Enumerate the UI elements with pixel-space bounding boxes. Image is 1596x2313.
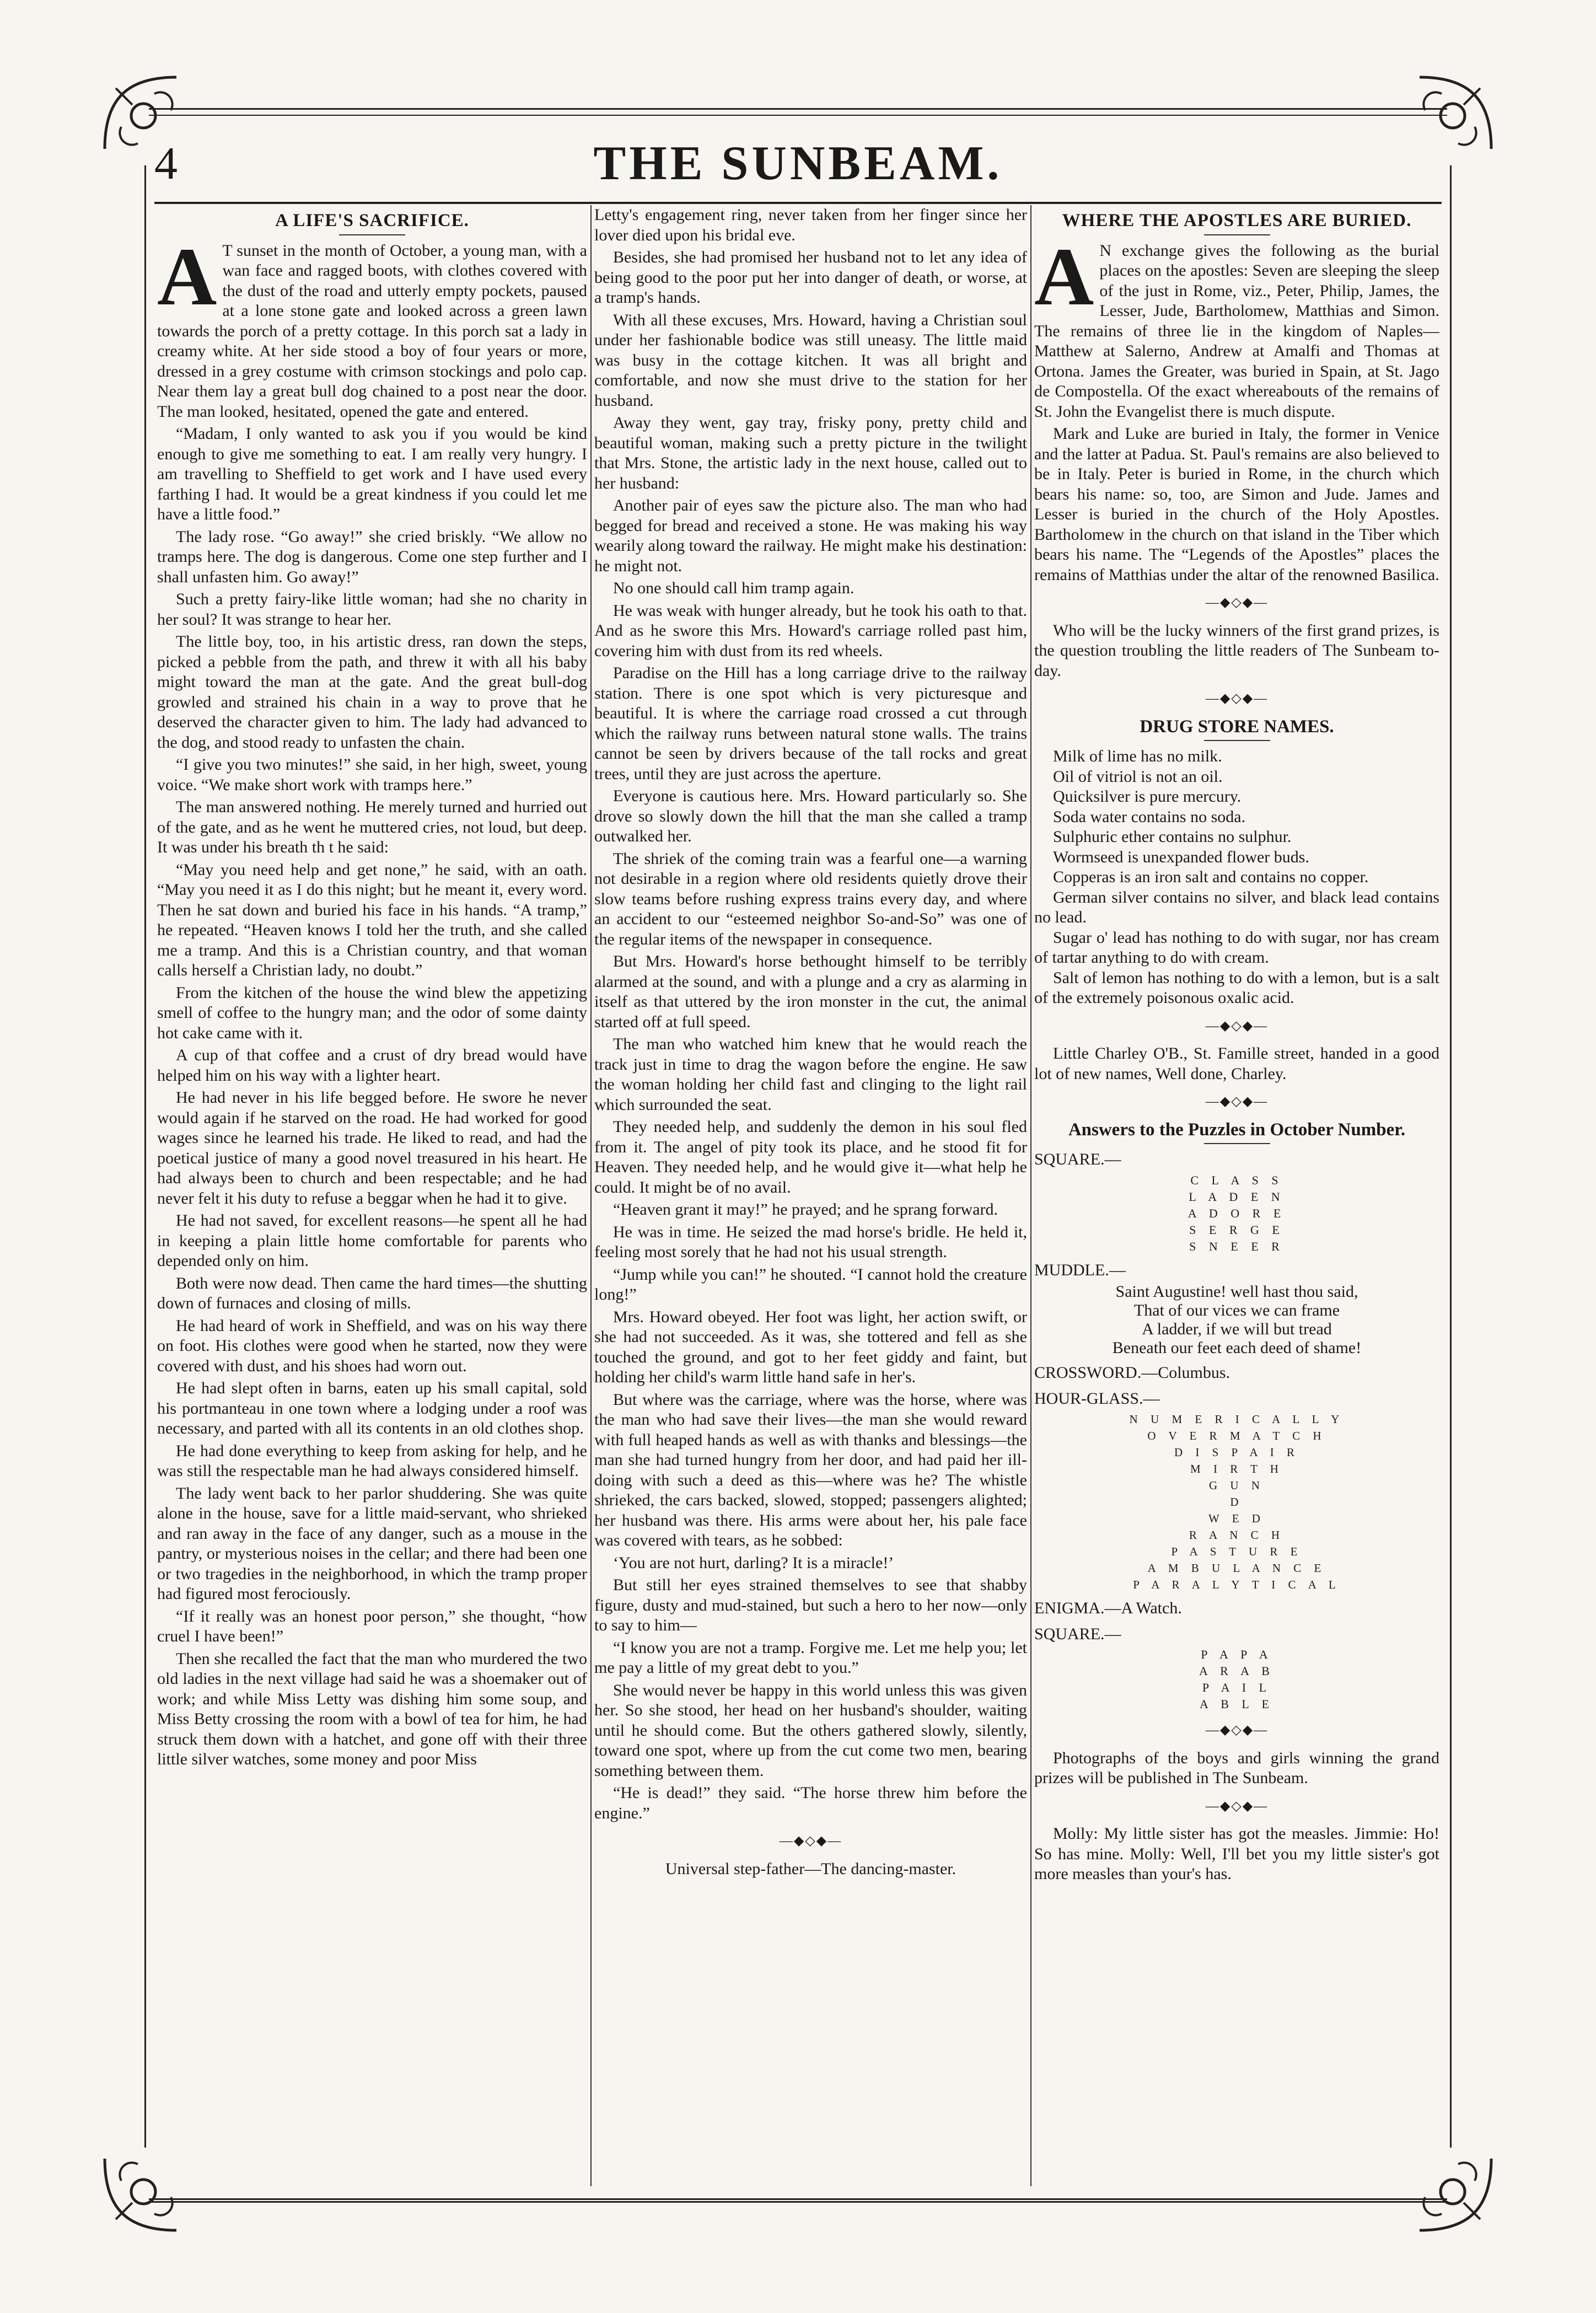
article-paragraph: The lady rose. “Go away!” she cried briskly. “We allow no tramps here. The dog is dangerous. Come one step further and I shall unfasten him. Go away!” [157,527,587,586]
article-paragraph: Little Charley O'B., St. Famille street, handed in a good lot of new names, Well done, Charley. [1034,1044,1439,1083]
grid-row: P A P A [1201,1647,1273,1661]
page-number: 4 [154,138,178,189]
article-paragraph: But where was the carriage, where was the horse, where was the man who had save their lives—the man she would reward with full heaped hands as well as with thanks and blessings—the man she had turned hungry from her door, and had paid her ill-doing with such a deed as this—where was he? The whistle shrieked, the cars backed, slowed, stopped; passengers alighted; her husband was there. His arms were about her, his pale face was covered with tears, as he sobbed: [594,1390,1027,1549]
grid-row: P A S T U R E [1171,1545,1303,1558]
title-rule [339,234,405,235]
grid-row: W E D [1208,1512,1265,1525]
title-rule [1204,740,1270,741]
ornament-divider: —◆◇◆— [779,1834,842,1848]
article-paragraph: The man who watched him knew that he would reach the track just in time to drag the wagon before the engine. He saw the woman holding her child fast and clinging to the light rail which surrounded the seat. [594,1035,1027,1114]
article-paragraph: A N exchange gives the following as the burial places on the apostles: Seven are sleeping the sleep of the just in Rome, viz., Peter, Philip, James, the Lesser, Jude, Bartholomew, Matthias and Simon. The remains of three lie in the kingdom of Naples—Matthew at Salerno, Andrew at Amalfi and Thomas at Ortona. James the Greater, was buried in Spain, at St. Jago de Compostella. Of the exact whereabouts of the remains of St. John the Evangelist there is much dispute. [1034,230,1439,421]
grid-row: N U M E R I C A L L Y [1129,1413,1345,1426]
ornament-divider: —◆◇◆— [1205,1094,1269,1109]
article-title: WHERE THE APOSTLES ARE BURIED. [1062,211,1412,230]
grid-row: R A N C H [1189,1528,1285,1542]
grid-row: A B L E [1200,1697,1274,1711]
drop-cap: A [1034,230,1094,323]
article-paragraph: Photographs of the boys and girls winning the grand prizes will be published in The Sunbeam. [1034,1748,1439,1787]
article-paragraph: He had not saved, for excellent reasons—he spent all he had in keeping a plain little home comfortable for parents who depended only on him. [157,1211,587,1270]
article-paragraph: The shriek of the coming train was a fearful one—a warning not desirable in a region where old residents quietly drove their slow teams before rushing express trains every day, and where an accident to our “esteemed neighbor So-and-So” was one of the regular items of the newspaper in consequence. [594,849,1027,948]
grid-row: P A I L [1202,1681,1272,1694]
article-paragraph: They needed help, and suddenly the demon in his soul fled from it. The angel of pity took its place, and he stood fit for Heaven. They needed help, and he would give it—what help he could. It might be of no avail. [594,1118,1027,1196]
grid-row: S N E E R [1189,1239,1285,1253]
grid-row: L A D E N [1189,1189,1285,1204]
list-item: Quicksilver is pure mercury. [1053,787,1242,806]
answer-label: HOUR-GLASS.— [1034,1389,1160,1408]
muddle-verse [1034,1282,1439,1357]
grid-row: P A R A L Y T I C A L [1133,1578,1341,1591]
hourglass-puzzle [1034,1411,1439,1593]
grid-row: S E R G E [1189,1222,1285,1237]
bottom-border [149,2198,1447,2200]
page-header [154,131,1442,197]
answer-label: SQUARE.— [1034,1624,1121,1643]
article-paragraph: “Heaven grant it may!” he prayed; and he sprang forward. [613,1200,998,1219]
article-paragraph: A cup of that coffee and a crust of dry bread would have helped him on his way with a lighter heart. [157,1046,587,1085]
article-paragraph: The little boy, too, in his artistic dress, ran down the steps, picked a pebble from the path, and threw it with all his baby might toward the man at the gate. And the great bull-dog growled and strained his chain in a way to prove that he deserved the character given to him. The lady had advanced to the dog, and stood ready to unfasten the chain. [157,632,587,752]
column-2 [594,205,1027,2186]
article-paragraph: Both were now dead. Then came the hard times—the shutting down of furnaces and closing of mills. [157,1274,587,1312]
article-paragraph: “Jump while you can!” he shouted. “I cannot hold the creature long!” [594,1265,1027,1303]
article-paragraph: Another pair of eyes saw the picture also. The man who had begged for bread and received a stone. He was making his way wearily along toward the railway. He might make his destination: he might not. [594,496,1027,575]
article-paragraph: Everyone is cautious here. Mrs. Howard particularly so. She drove so slowly down the hill that the man she called a tramp outwalked her. [594,787,1027,845]
grid-row: D I S P A I R [1174,1446,1300,1459]
article-paragraph: “I know you are not a tramp. Forgive me. Let me help you; let me pay a little of my great debt to you.” [594,1638,1027,1677]
article-paragraph: “If it really was an honest poor person,” she thought, “how cruel I have been!” [157,1607,587,1645]
ornament-divider: —◆◇◆— [1205,1018,1269,1033]
article-paragraph: He was in time. He seized the mad horse's bridle. He held it, feeling most sorely that he had not his usual strength. [594,1222,1027,1261]
top-border-inner [149,115,1447,116]
grid-row: C L A S S [1190,1173,1283,1187]
title-rule [1204,234,1270,235]
verse-line: A ladder, if we will but tread [1142,1320,1332,1338]
header-rule [154,202,1442,204]
article-paragraph: A T sunset in the month of October, a young man, with a wan face and ragged boots, with clothes covered with the dust of the road and utterly empty pockets, paused at a lone stone gate and looked across a green lawn towards the porch of a pretty cottage. In this porch sat a lady in creamy white. At her side stood a boy of four years or more, dressed in a grey costume with crimson stockings and polo cap. Near them lay a great bull dog chained to a post near the door. The man looked, hesitated, opened the gate and entered. [157,230,587,421]
word-square [1034,1646,1439,1713]
grid-row: O V E R M A T C H [1147,1429,1326,1442]
ornament-divider: —◆◇◆— [1205,595,1269,610]
list-item: Soda water contains no soda. [1053,807,1246,826]
drug-names-list [1034,747,1439,1008]
ornament-divider: —◆◇◆— [1205,1723,1269,1737]
article-paragraph: No one should call him tramp again. [613,579,855,597]
article-paragraph: But Mrs. Howard's horse bethought himself to be terribly alarmed at the sound, and with a plunge and a cry as alarming in itself as that uttered by the iron monster in the cut, the animal started off at full speed. [594,952,1027,1031]
article-paragraph: Mrs. Howard obeyed. Her foot was light, her action swift, or she had not succeeded. As it was, she tottered and fell as she touched the ground, and got to her feet giddy and faint, but holding her child's warm little hand safe in her's. [594,1307,1027,1386]
list-item: Oil of vitriol is not an oil. [1053,767,1223,786]
article-paragraph: Letty's engagement ring, never taken from her finger since her lover died upon his bridal eve. [594,206,1027,244]
list-item: German silver contains no silver, and black lead contains no lead. [1034,888,1439,926]
article-paragraph: He had never in his life begged before. He swore he never would again if he starved on the road. He had worked for good wages since he learned his trade. He liked to read, and had the poetical justice of many a good novel treasured in his heart. He had always been to church and been respectable; and he had never felt it his duty to refuse a beggar when he had it to give. [157,1088,587,1208]
left-border [144,165,146,2148]
article-paragraph: With all these excuses, Mrs. Howard, having a Christian soul under her fashionable bodice was still uneasy. The little maid was busy in the cottage kitchen. It was all bright and comfortable, and now she must drive to the station for her husband. [594,310,1027,410]
answer-label: SQUARE.— [1034,1150,1121,1168]
article-paragraph: He had slept often in barns, eaten up his small capital, sold his portmanteau in one town where a lodging under a roof was necessary, and parted with all its contents in an old clothes shop. [157,1379,587,1437]
verse-line: Beneath our feet each deed of shame! [1112,1339,1362,1357]
list-item: Copperas is an iron salt and contains no copper. [1053,868,1369,886]
article-paragraph: ‘You are not hurt, darling? It is a miracle!’ [613,1553,894,1572]
article-paragraph: He was weak with hunger already, but he took his oath to that. And as he swore this Mrs. Howard's carriage rolled past him, covering him with dust from its red wheels. [594,601,1027,660]
article-paragraph: “I give you two minutes!” she said, in her high, sweet, young voice. “We make short work with tramps here.” [157,755,587,794]
article-paragraph: Such a pretty fairy-like little woman; had she no charity in her soul? It was strange to hear her. [157,590,587,629]
ornament-divider: —◆◇◆— [1205,691,1269,706]
drop-cap: A [157,230,217,323]
list-item: Sugar o' lead has nothing to do with sugar, nor has cream of tartar anything to do with cream. [1034,928,1439,967]
top-border [149,108,1447,110]
article-paragraph: The man answered nothing. He merely turned and hurried out of the gate, and as he went he muttered cries, not loud, but deep. It was under his breath th t he said: [157,798,587,856]
article-paragraph: The lady went back to her parlor shuddering. She was quite alone in the house, save for a little maid-servant, who shrieked and ran away in the face of any danger, such as a mouse in the pantry, or mysterious noises in the cellar; and there had been one or two tragedies in the neighborhood, in which the tramp proper had figured most ferociously. [157,1484,587,1603]
article-paragraph: Mark and Luke are buried in Italy, the former in Venice and the latter at Padua. St. Paul's remains are also believed to be in Italy. Peter is buried in Rome, in the church which bears his name: so, too, are Simon and Jude. James and Lesser is buried in the church of the Holy Apostles. Bartholomew in the church on that island in the Tiber which bears his name. The “Legends of the Apostles” places the remains of Matthias under the altar of the renowned Basilica. [1034,425,1439,584]
article-paragraph: “May you need help and get none,” he said, with an oath. “May you need it as I do this night; but he meant it, every word. Then he sat down and buried his face in his hands. “A tramp,” he repeated. “Heaven knows I told her the truth, and she called me a tramp. And this is a Christian country, and that woman calls herself a Christian lady, no doubt.” [157,860,587,979]
article-paragraph: She would never be happy in this world unless this was given her. So she stood, her head on her husband's shoulder, waiting until he should come. But the others gathered slowly, silently, toward one spot, where up from the cut come two men, bearing something between them. [594,1681,1027,1780]
grid-row: A D O R E [1187,1206,1286,1220]
article-paragraph: But still her eyes strained themselves to see that shabby figure, dusty and mud-stained, but such a hero to her now—only to say to him— [594,1576,1027,1634]
grid-row: M I R T H [1190,1462,1283,1475]
word-square [1034,1172,1439,1255]
list-item: Milk of lime has no milk. [1053,747,1222,765]
grid-row: A R A B [1199,1664,1275,1678]
footer-rule [149,2201,1447,2203]
article-paragraph: Besides, she had promised her husband not to let any idea of being good to the poor put her into danger of death, or worse, at a tramp's hands. [594,248,1027,307]
article-paragraph: “He is dead!” they said. “The horse threw him before the engine.” [594,1784,1027,1822]
column-separator [1030,205,1031,2186]
article-title: A LIFE'S SACRIFICE. [275,211,469,230]
article-paragraph: Away they went, gay tray, frisky pony, pretty child and beautiful woman, making such a pretty picture in the twilight that Mrs. Stone, the artistic lady in the next house, called out to her husband: [594,414,1027,492]
list-item: Wormseed is unexpanded flower buds. [1053,847,1309,866]
verse-line: That of our vices we can frame [1133,1301,1340,1319]
column-separator [590,205,592,2186]
verse-line: Saint Augustine! well hast thou said, [1115,1282,1358,1301]
article-paragraph: “Madam, I only wanted to ask you if you would be kind enough to give me something to eat. I am really very hungry. I am travelling to Sheffield to get work and I have used every farthing I had. It would be a great kindness if you could let me have a little food.” [157,425,587,523]
grid-row: D [1230,1495,1244,1509]
right-border [1450,165,1452,2148]
section-title: DRUG STORE NAMES. [1140,716,1334,737]
article-paragraph: He had done everything to keep from asking for help, and he was still the respectable man he had always considered himself. [157,1441,587,1480]
article-paragraph: Then she recalled the fact that the man who murdered the two old ladies in the next village had said he was a shoemaker out of work; and while Miss Letty was dishing him some soup, and Miss Betty crossing the room with a bowl of tea for him, he had struck them down with a hatchet, and gone off with their three little silver watches, some money and poor Miss [157,1649,587,1768]
article-paragraph: From the kitchen of the house the wind blew the appetizing smell of coffee to the hungry man; and the odor of some dainty hot cake came with it. [157,983,587,1042]
article-paragraph: Who will be the lucky winners of the first grand prizes, is the question troubling the little readers of The Sunbeam to-day. [1034,621,1439,680]
section-title: Answers to the Puzzles in October Number. [1068,1119,1406,1140]
column-1 [157,205,587,2186]
enigma-answer: ENIGMA.—A Watch. [1034,1599,1182,1617]
closing-quip: Universal step-father—The dancing-master. [665,1859,956,1878]
masthead-title: THE SUNBEAM. [593,137,1003,190]
grid-row: G U N [1209,1479,1265,1492]
article-paragraph: Paradise on the Hill has a long carriage drive to the railway station. There is one spot which is very picturesque and beautiful. It is where the carriage road crossed a cut through which the railway runs between natural stone walls. The trains cannot be seen by drivers because of the tall rocks and great trees, until they are just across the aperture. [594,664,1027,783]
article-paragraph: He had heard of work in Sheffield, and was on his way there on foot. His clothes were good when he started, now they were covered with dust, and his shoes had worn out. [157,1316,587,1375]
list-item: Sulphuric ether contains no sulphur. [1053,828,1292,846]
column-3 [1034,205,1439,2186]
article-paragraph: Molly: My little sister has got the measles. Jimmie: Ho! So has mine. Molly: Well, I'll bet you my little sister's got more measles than your's has. [1034,1824,1439,1883]
grid-row: A M B U L A N C E [1147,1561,1326,1575]
title-rule [1204,1143,1270,1144]
list-item: Salt of lemon has nothing to do with a lemon, but is a salt of the extremely poisonous oxalic acid. [1034,968,1439,1007]
answer-label: MUDDLE.— [1034,1260,1126,1279]
ornament-divider: —◆◇◆— [1205,1799,1269,1813]
crossword-answer: CROSSWORD.—Columbus. [1034,1364,1230,1382]
